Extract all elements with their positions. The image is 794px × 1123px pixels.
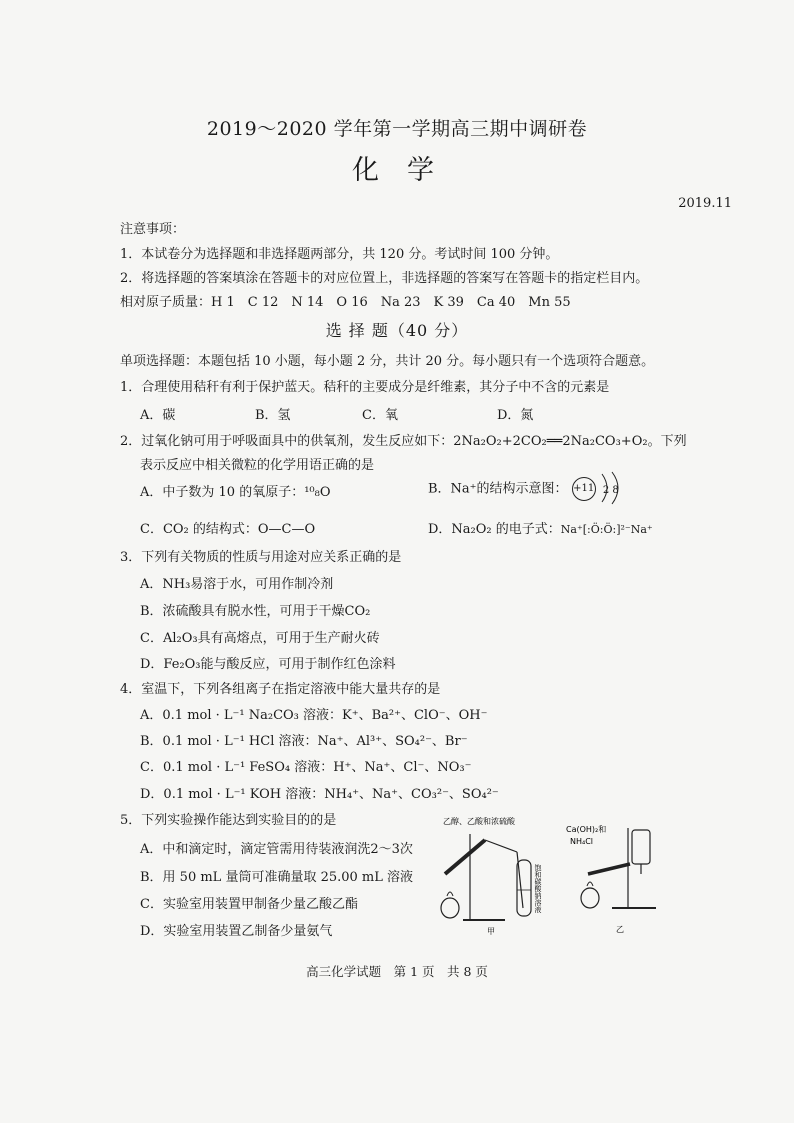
q2-option-a [140,481,331,500]
q5-option-d: D．实验室用装置乙制备少量氨气 [140,924,333,939]
figure-b-caption: 乙 [616,925,624,934]
q5-option-c: C．实验室用装置甲制备少量乙酸乙酯 [140,897,358,912]
figure-a-side-label: 饱和碳酸钠溶液 [534,864,542,913]
q3-option-c: C．Al₂O₃具有高熔点，可用于生产耐火砖 [140,631,380,646]
electron-formula: Na⁺[:Ö:Ö:]²⁻Na⁺ [560,523,653,536]
q1-option-b: B．氢 [255,408,291,423]
q4-stem: 4．室温下，下列各组离子在指定溶液中能大量共存的是 [120,682,441,697]
q2-option-d [428,518,653,537]
q2-option-c: C．CO₂ 的结构式：O—C—O [140,522,316,537]
apparatus-figure-a [435,812,555,937]
electron-shells: 2 8 [602,484,619,496]
exam-date: 2019.11 [678,196,732,211]
subject-title: 化学 [352,155,462,186]
atomic-masses: 相对原子质量：H 1 C 12 N 14 O 16 Na 23 K 39 Ca 40 Mn 55 [120,295,571,310]
notes-heading: 注意事项： [120,222,186,237]
q1-stem: 1．合理使用秸秆有利于保护蓝天。秸秆的主要成分是纤维素，其分子中不含的元素是 [120,380,610,395]
q5-option-b: B．用 50 mL 量筒可准确量取 25.00 mL 溶液 [140,870,414,885]
q3-option-b: B．浓硫酸具有脱水性，可用于干燥CO₂ [140,604,371,619]
figure-b-label-line2: NH₄Cl [570,837,594,846]
q1-option-a: A．碳 [140,408,176,423]
q4-option-d: D．0.1 mol · L⁻¹ KOH 溶液：NH₄⁺、Na⁺、CO₃²⁻、SO₄²⁻ [140,787,499,802]
q3-option-d: D．Fe₂O₃能与酸反应，可用于制作红色涂料 [140,657,396,672]
apparatus-figure-b [560,822,680,937]
page-footer: 高三化学试题 第 1 页 共 8 页 [306,964,488,979]
oxygen-isotope-symbol: ¹⁰₈O [304,485,331,500]
figure-a-top-label: 乙醇、乙酸和浓硫酸 [443,817,515,826]
q2-stem-line1: 2．过氧化钠可用于呼吸面具中的供氧剂，发生反应如下：2Na₂O₂+2CO₂══2Na₂CO₃+O₂。下列 [120,434,687,449]
q4-option-b: B．0.1 mol · L⁻¹ HCl 溶液：Na⁺、Al³⁺、SO₄²⁻、Br⁻ [140,734,468,749]
q2-stem-line2: 表示反应中相关微粒的化学用语正确的是 [140,458,375,473]
q5-stem: 5．下列实验操作能达到实验目的的是 [120,813,337,828]
figure-a-caption: 甲 [487,927,495,936]
q1-option-d: D．氮 [497,408,534,423]
note-item-1: 1．本试卷分为选择题和非选择题两部分，共 120 分。考试时间 100 分钟。 [120,247,559,262]
q2-option-b [428,477,619,501]
q2-option-a-text: A．中子数为 10 的氧原子： [140,485,305,500]
q5-option-a: A．中和滴定时，滴定管需用待装液润洗2～3次 [140,842,413,857]
q2-option-b-text: B．Na⁺的结构示意图： [428,481,568,497]
exam-title: 2019～2020 学年第一学期高三期中调研卷 [206,118,588,140]
section-instructions: 单项选择题：本题包括 10 小题，每小题 2 分，共计 20 分。每小题只有一个选项符合题意。 [120,354,655,369]
note-item-2: 2．将选择题的答案填涂在答题卡的对应位置上，非选择题的答案写在答题卡的指定栏目内。 [120,271,649,286]
figure-b-label-line1: Ca(OH)₂和 [566,825,607,834]
q3-stem: 3．下列有关物质的性质与用途对应关系正确的是 [120,550,402,565]
electron-shell-arcs [598,470,628,506]
sodium-nucleus-circle: +11 [572,477,596,501]
q2-option-d-text: D．Na₂O₂ 的电子式： [428,522,561,537]
q1-option-c: C．氧 [362,408,398,423]
q4-option-c: C．0.1 mol · L⁻¹ FeSO₄ 溶液：H⁺、Na⁺、Cl⁻、NO₃⁻ [140,760,472,775]
q3-option-a: A．NH₃易溶于水，可用作制冷剂 [140,577,334,592]
section-title: 选 择 题（40 分） [325,321,469,340]
q4-option-a: A．0.1 mol · L⁻¹ Na₂CO₃ 溶液：K⁺、Ba²⁺、ClO⁻、OH⁻ [140,708,488,723]
